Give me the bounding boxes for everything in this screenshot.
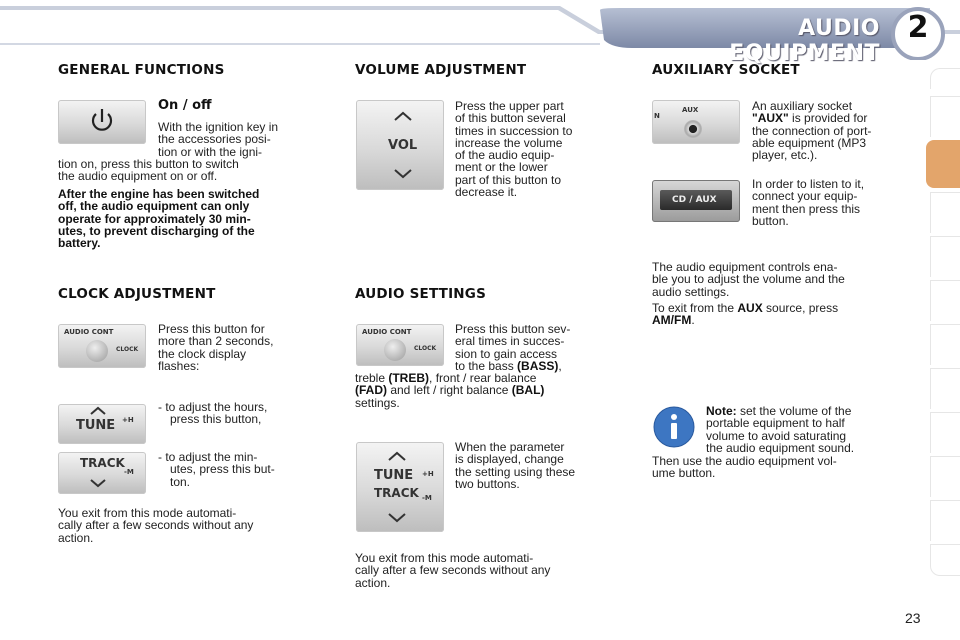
clock-button-image (58, 324, 146, 368)
track-button-image (58, 452, 146, 494)
text-line: of the audio equip- (455, 148, 555, 163)
text-line: utes, to prevent discharging of the (58, 223, 255, 238)
text-line: battery. (58, 236, 101, 251)
text-line: the connection of port- (752, 123, 872, 138)
info-icon (652, 405, 696, 449)
text-line: You exit from this mode automati- (58, 506, 237, 520)
text-line: After the engine has been switched (58, 187, 260, 201)
text-line: connect your equip- (752, 189, 858, 204)
text-line: flashes: (158, 358, 200, 373)
text-run: set the volume of the (736, 404, 852, 418)
treble-label: (TREB) (388, 371, 430, 385)
tune-track-button-image (356, 442, 444, 532)
text-line: With the ignition key in (158, 120, 279, 134)
aux-socket-image (652, 100, 740, 144)
text-line: the accessories posi- (158, 132, 271, 147)
text-line: button. (752, 213, 789, 228)
text-run: , front / rear balance (429, 371, 537, 385)
volume-adjustment-heading: VOLUME ADJUSTMENT (355, 62, 527, 78)
chevron-up-icon (392, 110, 414, 122)
note-text-short (706, 405, 904, 454)
text-line: Press the upper part (455, 99, 564, 113)
knob-icon (384, 339, 406, 361)
text-line: the clock display (158, 346, 247, 361)
clock-label: CLOCK (414, 345, 437, 352)
chapter-tab-active[interactable] (926, 140, 960, 188)
minus-m-label: -M (422, 494, 432, 502)
text-line (652, 314, 904, 326)
audio-cont-label: AUDIO CONT (362, 328, 412, 336)
plus-h-label: +H (422, 470, 434, 478)
audio-settings-text-wide (355, 372, 605, 409)
audio-exit-text (355, 552, 605, 589)
text-line: - to adjust the min- (158, 450, 258, 464)
cd-aux-button-image (652, 180, 740, 222)
text-line: the setting using these (455, 464, 576, 479)
text-line: increase the volume (455, 135, 563, 150)
text-line: Press this button for (158, 322, 265, 336)
text-run: , (558, 358, 562, 373)
on-off-title: On / off (158, 98, 212, 113)
text-line: ble you to adjust the volume and the (652, 272, 845, 287)
on-off-text-wide (58, 158, 308, 183)
clock-press-text (158, 323, 308, 372)
text-line: The audio equipment controls ena- (652, 260, 838, 274)
cd-aux-label: CD / AUX (672, 195, 717, 205)
text-line: utes, press this but- (170, 462, 275, 477)
text-run: To exit from the (652, 300, 738, 315)
tune-button-image (58, 404, 146, 444)
chevron-down-icon (386, 512, 408, 524)
text-line: decrease it. (455, 185, 518, 200)
chapter-tab[interactable] (930, 96, 960, 137)
chapter-number: 2 (907, 10, 929, 45)
text-run: is provided for (788, 111, 868, 126)
text-line: operate for approximately 30 min- (58, 211, 251, 226)
volume-button-image (356, 100, 444, 190)
text-line: You exit from this mode automati- (355, 551, 534, 565)
chapter-tab[interactable] (930, 456, 960, 497)
chapter-tab[interactable] (930, 192, 960, 233)
am-fm-label: AM/FM (652, 313, 692, 328)
text-line: cally after a few seconds without any (355, 563, 551, 578)
n-label: N (654, 112, 660, 120)
chapter-tab[interactable] (930, 68, 960, 89)
knob-icon (86, 340, 108, 362)
text-line: volume to avoid saturating (706, 428, 847, 443)
text-run: to the bass (455, 358, 518, 373)
text-line (355, 384, 605, 396)
tune-label: TUNE (374, 468, 414, 483)
text-line: When the parameter (455, 440, 565, 454)
power-button-image (58, 100, 146, 144)
text-line: Press this button sev- (455, 322, 571, 336)
hours-text (158, 401, 308, 426)
note-label: Note: (706, 404, 737, 418)
audio-cont-button-image (356, 324, 444, 366)
chevron-down-icon (392, 168, 414, 180)
text-line: In order to listen to it, (752, 177, 865, 191)
text-line: ume button. (652, 466, 716, 481)
text-line: more than 2 seconds, (158, 334, 274, 349)
chevron-up-icon (88, 406, 108, 416)
text-line: audio settings. (652, 284, 730, 299)
clock-adjustment-heading: CLOCK ADJUSTMENT (58, 286, 216, 302)
text-line: of this button several (455, 111, 566, 126)
chevron-down-icon (88, 478, 108, 488)
chapter-tab[interactable] (930, 500, 960, 541)
aux-socket-text (752, 100, 904, 161)
general-functions-heading: GENERAL FUNCTIONS (58, 62, 225, 78)
parameter-text (455, 441, 605, 490)
aux-source-label: AUX (737, 300, 763, 315)
audio-settings-heading: AUDIO SETTINGS (355, 286, 486, 302)
power-icon (58, 100, 146, 144)
volume-text (455, 100, 605, 198)
text-line: Then use the audio equipment vol- (652, 454, 837, 468)
battery-warning (58, 188, 308, 249)
vol-label: VOL (388, 138, 418, 153)
aux-listen-text (752, 178, 904, 227)
auxiliary-socket-heading: AUXILIARY SOCKET (652, 62, 800, 78)
text-line: ton. (170, 474, 191, 489)
chapter-tab[interactable] (930, 280, 960, 321)
text-line: ment or the lower (455, 160, 548, 175)
text-run: treble (355, 371, 389, 385)
text-line: cally after a few seconds without any (58, 518, 254, 533)
chapter-tab[interactable] (930, 544, 960, 576)
clock-exit-text (58, 507, 308, 544)
text-run: and left / right balance (387, 383, 512, 398)
tune-label: TUNE (76, 418, 116, 433)
balance-label: (BAL) (511, 383, 545, 398)
page-number: 23 (905, 610, 921, 626)
audio-settings-text-short (455, 323, 605, 372)
text-line (752, 112, 904, 124)
track-label: TRACK (374, 486, 419, 500)
text-line: tion or with the igni- (158, 144, 263, 159)
text-line: off, the audio equipment can only (58, 199, 250, 214)
bass-label: (BASS) (517, 358, 559, 373)
chapter-title: AUDIO EQUIPMENT (729, 16, 880, 66)
text-line: able equipment (MP3 (752, 135, 867, 150)
clock-label: CLOCK (116, 346, 139, 353)
note-text-wide (652, 455, 904, 480)
text-line: times in succession to (455, 123, 573, 138)
text-line: the audio equipment on or off. (58, 169, 218, 184)
text-line: tion on, press this button to switch (58, 157, 239, 171)
text-line: player, etc.). (752, 148, 818, 163)
text-run: source, press (762, 300, 839, 315)
text-run: . (691, 313, 695, 328)
chevron-up-icon (386, 450, 408, 462)
chapter-tab[interactable] (930, 412, 960, 453)
plus-h-label: +H (122, 416, 134, 424)
text-line: the audio equipment sound. (706, 440, 855, 455)
fader-label: (FAD) (355, 383, 387, 398)
text-line: settings. (355, 395, 400, 410)
audio-cont-label: AUDIO CONT (64, 328, 114, 336)
text-line: two buttons. (455, 476, 520, 491)
text-line: eral times in succes- (455, 334, 565, 349)
chapter-tab[interactable] (930, 236, 960, 277)
track-label: TRACK (80, 456, 125, 470)
on-off-text-short (158, 121, 308, 158)
text-line: An auxiliary socket (752, 99, 853, 113)
text-line: - to adjust the hours, (158, 400, 268, 414)
chapter-tab[interactable] (930, 324, 960, 365)
text-line: press this button, (170, 412, 262, 427)
minutes-text (158, 451, 308, 488)
text-line: sion to gain access (455, 346, 558, 361)
minus-m-label: -M (124, 468, 134, 476)
aux-label: AUX (682, 106, 699, 114)
chapter-tab[interactable] (930, 368, 960, 409)
text-line: action. (355, 575, 391, 590)
text-line: is displayed, change (455, 452, 564, 467)
text-line: action. (58, 530, 94, 545)
jack-socket-icon (684, 120, 702, 138)
text-line: ment then press this (752, 201, 861, 216)
aux-controls-text (652, 261, 904, 326)
text-line: part of this button to (455, 172, 562, 187)
aux-quote-label: "AUX" (752, 111, 789, 126)
text-line: portable equipment to half (706, 416, 845, 431)
